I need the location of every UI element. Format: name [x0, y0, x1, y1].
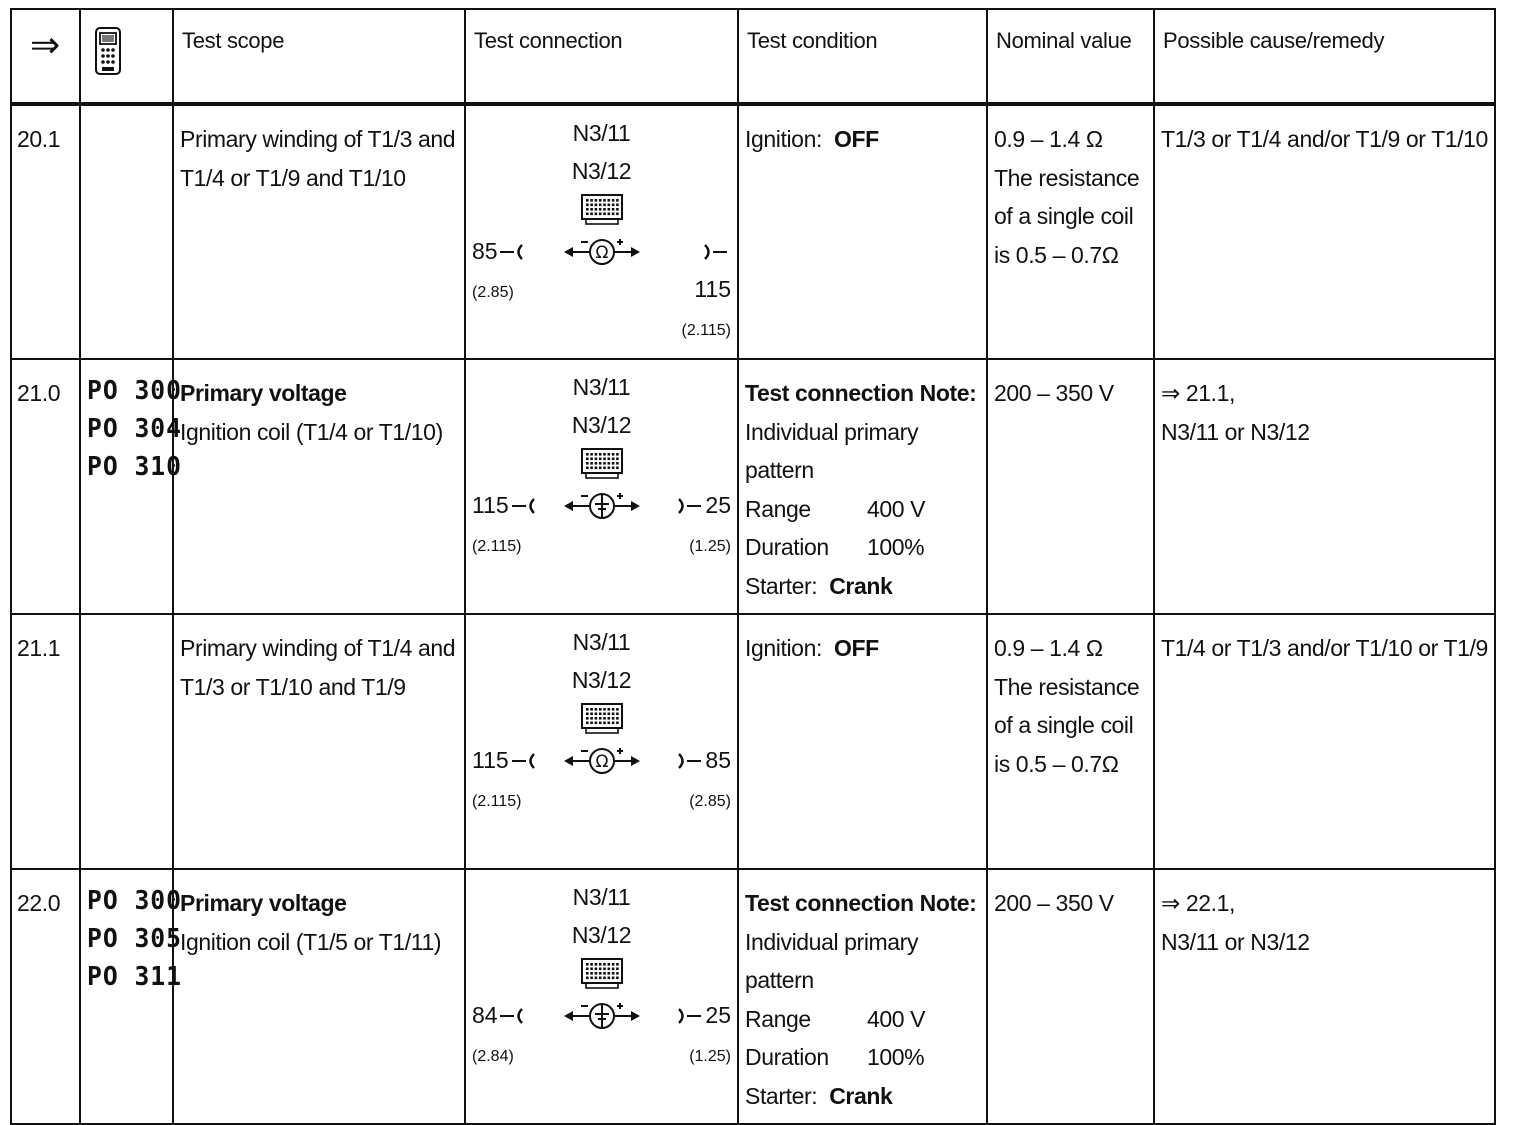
fault-codes-cell: [80, 869, 182, 1124]
duration-value: 100%: [867, 1044, 925, 1070]
header-row: [11, 9, 1495, 104]
breakout-box-icon: [580, 956, 624, 992]
svg-text:Ω: Ω: [595, 243, 609, 263]
ohmmeter-icon: [562, 234, 642, 270]
range-value: 400 V: [867, 495, 926, 522]
left-probe-sub: (2.85): [472, 284, 514, 301]
test-scope-title: Primary voltage: [180, 890, 347, 916]
table-row: [11, 359, 1495, 614]
step-cell: [11, 104, 80, 359]
connection-diagram: [466, 360, 737, 610]
nominal-value-cell: [987, 359, 1154, 614]
nominal-value-line: is 0.5 – 0.7Ω: [994, 750, 1119, 777]
condition-pattern: Individual primary pattern: [745, 418, 919, 483]
fault-code: PO 311: [87, 962, 182, 992]
test-scope-cell: [173, 869, 465, 1124]
starter-value: Crank: [829, 1082, 893, 1109]
header-possible-cause: Possible cause/remedy: [1154, 9, 1495, 104]
fault-codes-cell: [80, 104, 173, 359]
probe-plug-icon: [510, 751, 540, 771]
connector-label: N3/12: [571, 412, 632, 438]
right-probe-sub: (2.85): [689, 793, 731, 810]
table-row: [11, 614, 1495, 869]
test-scope-line: Ignition coil (T1/5 or T1/11): [180, 928, 442, 955]
range-value: 400 V: [867, 1005, 926, 1032]
possible-cause-line: T1/3 or T1/4 and/or T1/9 or T1/10: [1161, 126, 1488, 152]
test-scope-line: Ignition coil (T1/4 or T1/10): [180, 418, 443, 445]
test-scope-cell: [173, 359, 465, 614]
probe-plug-icon: [675, 1006, 705, 1026]
breakout-box-icon: [580, 701, 624, 737]
diagnostic-test-table-sheet: [10, 8, 1494, 1108]
table-row: [11, 104, 1495, 359]
nominal-value-line: of a single coil: [994, 203, 1134, 229]
right-probe-sub: (2.115): [681, 322, 731, 339]
nominal-value-cell: [987, 614, 1154, 869]
nominal-value-line: 0.9 – 1.4 Ω: [994, 635, 1103, 661]
svg-text:Ω: Ω: [595, 752, 609, 772]
condition-starter: [745, 567, 986, 606]
ignition-value: OFF: [833, 126, 879, 152]
breakout-box-icon: [580, 192, 624, 228]
fault-code: PO 310: [87, 452, 182, 482]
possible-cause-line: ⇒ 22.1,: [1161, 890, 1236, 916]
test-condition-cell: [738, 104, 987, 359]
step-number: 20.1: [17, 126, 61, 152]
test-condition-cell: [738, 614, 987, 869]
probe-plug-icon: [675, 751, 705, 771]
ignition-condition: [745, 120, 986, 159]
table-row: [11, 869, 1495, 1124]
ignition-label: Ignition:: [745, 126, 822, 152]
possible-cause-line: T1/4 or T1/3 and/or T1/10 or T1/9: [1161, 635, 1488, 661]
step-number: 22.0: [17, 890, 61, 916]
condition-range: [745, 490, 986, 529]
test-scope-line: T1/4 or T1/9 and T1/10: [180, 164, 406, 191]
duration-label: Duration: [745, 1044, 829, 1070]
fault-code: PO 305: [87, 924, 182, 954]
nominal-value-line: The resistance: [994, 164, 1140, 191]
duration-label: Duration: [745, 534, 829, 560]
right-probe-pin: 85: [705, 747, 731, 773]
left-probe-pin: 84: [472, 1002, 498, 1028]
test-condition-cell: [738, 869, 987, 1124]
connector-label: N3/11: [572, 120, 631, 146]
ignition-value: OFF: [833, 635, 879, 661]
condition-title: Test connection Note:: [745, 380, 977, 406]
probe-plug-icon: [701, 242, 731, 262]
connector-label: N3/12: [571, 922, 632, 948]
table-body: [11, 104, 1495, 1124]
step-cell: [11, 614, 80, 869]
connector-label: N3/12: [571, 158, 632, 184]
header-tester: [80, 9, 173, 104]
step-number: 21.0: [17, 380, 61, 406]
step-number: 21.1: [17, 635, 61, 661]
connector-label: N3/12: [571, 667, 632, 693]
connection-diagram: [466, 106, 737, 356]
fault-code: PO 300: [87, 376, 182, 406]
header-test-scope: Test scope: [173, 9, 465, 104]
ohmmeter-icon: [562, 743, 642, 779]
nominal-value-cell: [987, 104, 1154, 359]
right-probe-sub: (1.25): [689, 538, 731, 555]
starter-value: Crank: [829, 572, 893, 599]
condition-duration: [745, 1038, 986, 1077]
connector-label: N3/11: [572, 374, 631, 400]
condition-pattern: Individual primary pattern: [745, 928, 919, 993]
probe-plug-icon: [510, 496, 540, 516]
nominal-value-line: 200 – 350 V: [994, 380, 1114, 406]
breakout-box-icon: [580, 446, 624, 482]
condition-title: Test connection Note:: [745, 890, 977, 916]
test-scope-title: Primary voltage: [180, 380, 347, 406]
connector-label: N3/11: [572, 629, 631, 655]
test-scope-cell: [173, 104, 465, 359]
possible-cause-line: N3/11 or N3/12: [1161, 418, 1310, 445]
fault-code: PO 300: [87, 886, 182, 916]
range-label: Range: [745, 495, 811, 522]
test-connection-cell: [465, 614, 738, 869]
nominal-value-line: 0.9 – 1.4 Ω: [994, 126, 1103, 152]
test-connection-cell: [465, 104, 738, 359]
probe-plug-icon: [498, 1006, 528, 1026]
condition-starter: [745, 1077, 986, 1116]
fault-codes-cell: [80, 614, 173, 869]
test-condition-cell: [738, 359, 987, 614]
test-scope-cell: [173, 614, 465, 869]
test-connection-cell: [465, 869, 738, 1124]
left-probe-pin: 115: [472, 492, 509, 518]
header-nominal-value: Nominal value: [987, 9, 1154, 104]
left-probe-pin: 115: [472, 747, 509, 773]
nominal-value-line: is 0.5 – 0.7Ω: [994, 241, 1119, 268]
test-connection-cell: [465, 359, 738, 614]
header-test-connection: Test connection: [465, 9, 738, 104]
connection-diagram: [466, 615, 737, 865]
left-probe-sub: (2.115): [472, 538, 522, 555]
header-test-condition: Test condition: [738, 9, 987, 104]
nominal-value-line: of a single coil: [994, 712, 1134, 738]
possible-cause-cell: [1154, 104, 1495, 359]
condition-range: [745, 1000, 986, 1039]
right-probe-pin: 25: [705, 1002, 731, 1028]
diagnostic-test-table: [10, 8, 1496, 1125]
voltmeter-icon: [562, 488, 642, 524]
handheld-tester-icon: [93, 26, 123, 78]
connector-label: N3/11: [572, 884, 631, 910]
nominal-value-line: The resistance: [994, 673, 1140, 700]
ignition-label: Ignition:: [745, 635, 822, 661]
left-probe-sub: (2.115): [472, 793, 522, 810]
left-probe-sub: (2.84): [472, 1048, 514, 1065]
header-step-arrow: [11, 9, 80, 104]
ignition-condition: [745, 629, 986, 668]
possible-cause-line: ⇒ 21.1,: [1161, 380, 1236, 406]
step-cell: [11, 869, 80, 1124]
starter-label: Starter:: [745, 1082, 818, 1109]
right-probe-pin: 115: [694, 276, 731, 302]
test-scope-line: Primary winding of T1/3 and: [180, 126, 456, 152]
nominal-value-line: 200 – 350 V: [994, 890, 1114, 916]
fault-code: PO 304: [87, 414, 182, 444]
probe-plug-icon: [498, 242, 528, 262]
test-scope-line: T1/3 or T1/10 and T1/9: [180, 673, 406, 700]
range-label: Range: [745, 1005, 811, 1032]
test-scope-line: Primary winding of T1/4 and: [180, 635, 456, 661]
starter-label: Starter:: [745, 572, 818, 599]
voltmeter-icon: [562, 998, 642, 1034]
possible-cause-cell: [1154, 869, 1495, 1124]
possible-cause-cell: [1154, 614, 1495, 869]
probe-plug-icon: [675, 496, 705, 516]
possible-cause-line: N3/11 or N3/12: [1161, 928, 1310, 955]
duration-value: 100%: [867, 534, 925, 560]
left-probe-pin: 85: [472, 238, 498, 264]
nominal-value-cell: [987, 869, 1154, 1124]
condition-duration: [745, 528, 986, 567]
connection-diagram: [466, 870, 737, 1120]
possible-cause-cell: [1154, 359, 1495, 614]
step-cell: [11, 359, 80, 614]
fault-codes-cell: [80, 359, 182, 614]
right-probe-sub: (1.25): [689, 1048, 731, 1065]
step-arrow-symbol: ⇒: [30, 24, 61, 65]
right-probe-pin: 25: [705, 492, 731, 518]
